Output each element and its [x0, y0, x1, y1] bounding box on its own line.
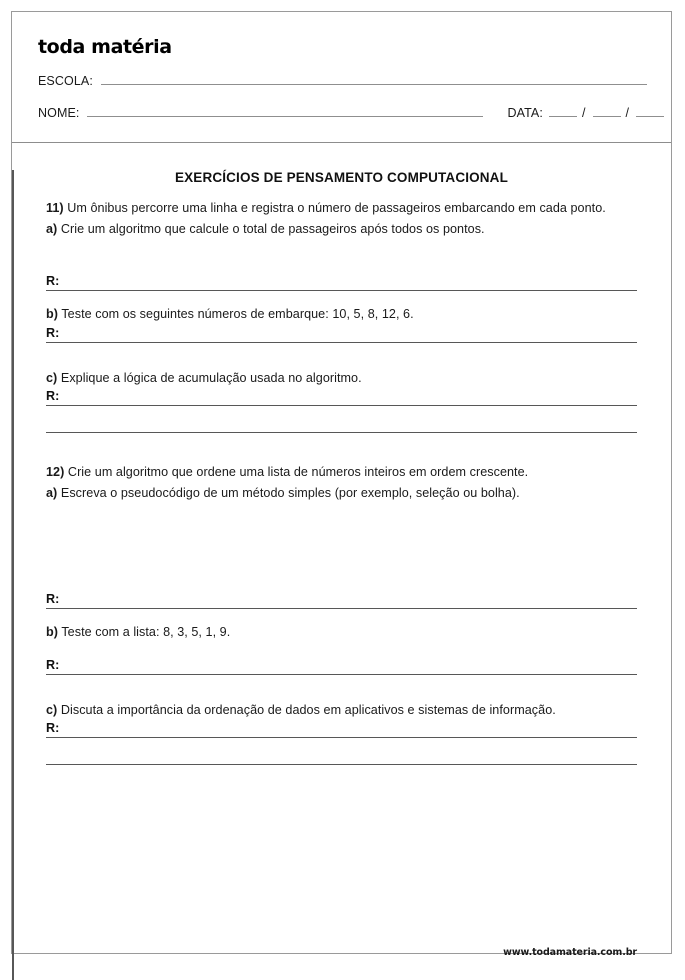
school-label: ESCOLA: — [38, 74, 93, 88]
school-field-row — [38, 74, 647, 88]
question-12 — [46, 463, 637, 765]
question-11-item-b-letter: b) — [46, 307, 58, 321]
gap-11c-extra-line — [46, 406, 637, 432]
gap-11b-11c — [46, 343, 637, 369]
answer-label-12c: R: — [46, 721, 60, 735]
date-field-group — [507, 106, 668, 120]
answer-label-11a: R: — [46, 274, 60, 288]
gap-12a-12b — [46, 609, 637, 623]
answer-label-12a: R: — [46, 592, 60, 606]
question-12-item-a-text: Escreva o pseudocódigo de um método simples (por exemplo, seleção ou bolha). — [60, 485, 520, 500]
name-date-field-row — [38, 106, 647, 120]
question-11-statement — [46, 199, 637, 219]
school-write-line[interactable] — [101, 84, 647, 85]
question-11-item-b — [46, 305, 637, 325]
gap-12b-12c — [46, 675, 637, 701]
question-12-statement-text: Crie um algoritmo que ordene uma lista de números inteiros em ordem crescente. — [67, 465, 529, 479]
writing-space-11a — [46, 239, 637, 273]
date-separator-1: / — [581, 106, 586, 120]
page-title: EXERCÍCIOS DE PENSAMENTO COMPUTACIONAL — [175, 170, 508, 185]
question-11-statement-text: Um ônibus percorre uma linha e registra o número de passageiros embarcando em cada ponto. — [67, 201, 606, 215]
question-12-item-a — [46, 484, 637, 504]
question-11-item-c — [46, 369, 637, 389]
question-11-item-a — [46, 220, 637, 240]
writing-space-12a — [46, 503, 637, 591]
answer-line-12c-extra[interactable] — [46, 764, 637, 765]
question-12-item-b-letter: b) — [46, 625, 58, 639]
answer-label-11b: R: — [46, 325, 60, 340]
question-11 — [46, 199, 637, 433]
question-12-item-c-text: Discuta a importância da ordenação de dados em aplicativos e sistemas de informação. — [60, 702, 556, 717]
question-11-item-a-letter: a) — [46, 221, 58, 236]
question-11-item-a-text: Crie um algoritmo que calcule o total de passageiros após todos os pontos. — [60, 221, 485, 236]
question-12-statement — [46, 463, 637, 483]
gap-12c-extra-line — [46, 738, 637, 764]
question-11-number: 11) — [46, 201, 64, 215]
date-day-blank[interactable] — [549, 116, 577, 117]
date-month-blank[interactable] — [593, 116, 621, 117]
name-label: NOME: — [38, 106, 80, 120]
footer-website-url: www.todamateria.com.br — [503, 947, 637, 958]
name-write-line[interactable] — [87, 116, 483, 117]
question-12-item-c-letter: c) — [46, 702, 58, 717]
question-12-item-a-letter: a) — [46, 485, 58, 500]
worksheet-page — [11, 11, 672, 958]
question-12-item-b-text: Teste com a lista: 8, 3, 5, 1, 9. — [61, 625, 231, 639]
question-12-item-b — [46, 623, 637, 643]
date-label: DATA: — [507, 106, 543, 120]
answer-label-11c: R: — [46, 389, 60, 403]
worksheet-body — [12, 170, 671, 980]
question-12-item-c — [46, 701, 637, 721]
gap-11a-11b — [46, 291, 637, 305]
question-12-number: 12) — [46, 465, 65, 479]
gap-12b-answer — [46, 643, 637, 657]
question-11-item-c-text: Explique a lógica de acumulação usada no algoritmo. — [60, 370, 362, 385]
answer-label-12b: R: — [46, 657, 60, 672]
question-11-item-b-text: Teste com os seguintes números de embarque: 10, 5, 8, 12, 6. — [61, 307, 414, 321]
worksheet-header — [12, 12, 671, 143]
date-year-blank[interactable] — [636, 116, 664, 117]
date-separator-2: / — [625, 106, 630, 120]
answer-line-11c-extra[interactable] — [46, 432, 637, 433]
brand-logo: toda matéria — [38, 36, 172, 58]
question-11-item-c-letter: c) — [46, 370, 58, 385]
